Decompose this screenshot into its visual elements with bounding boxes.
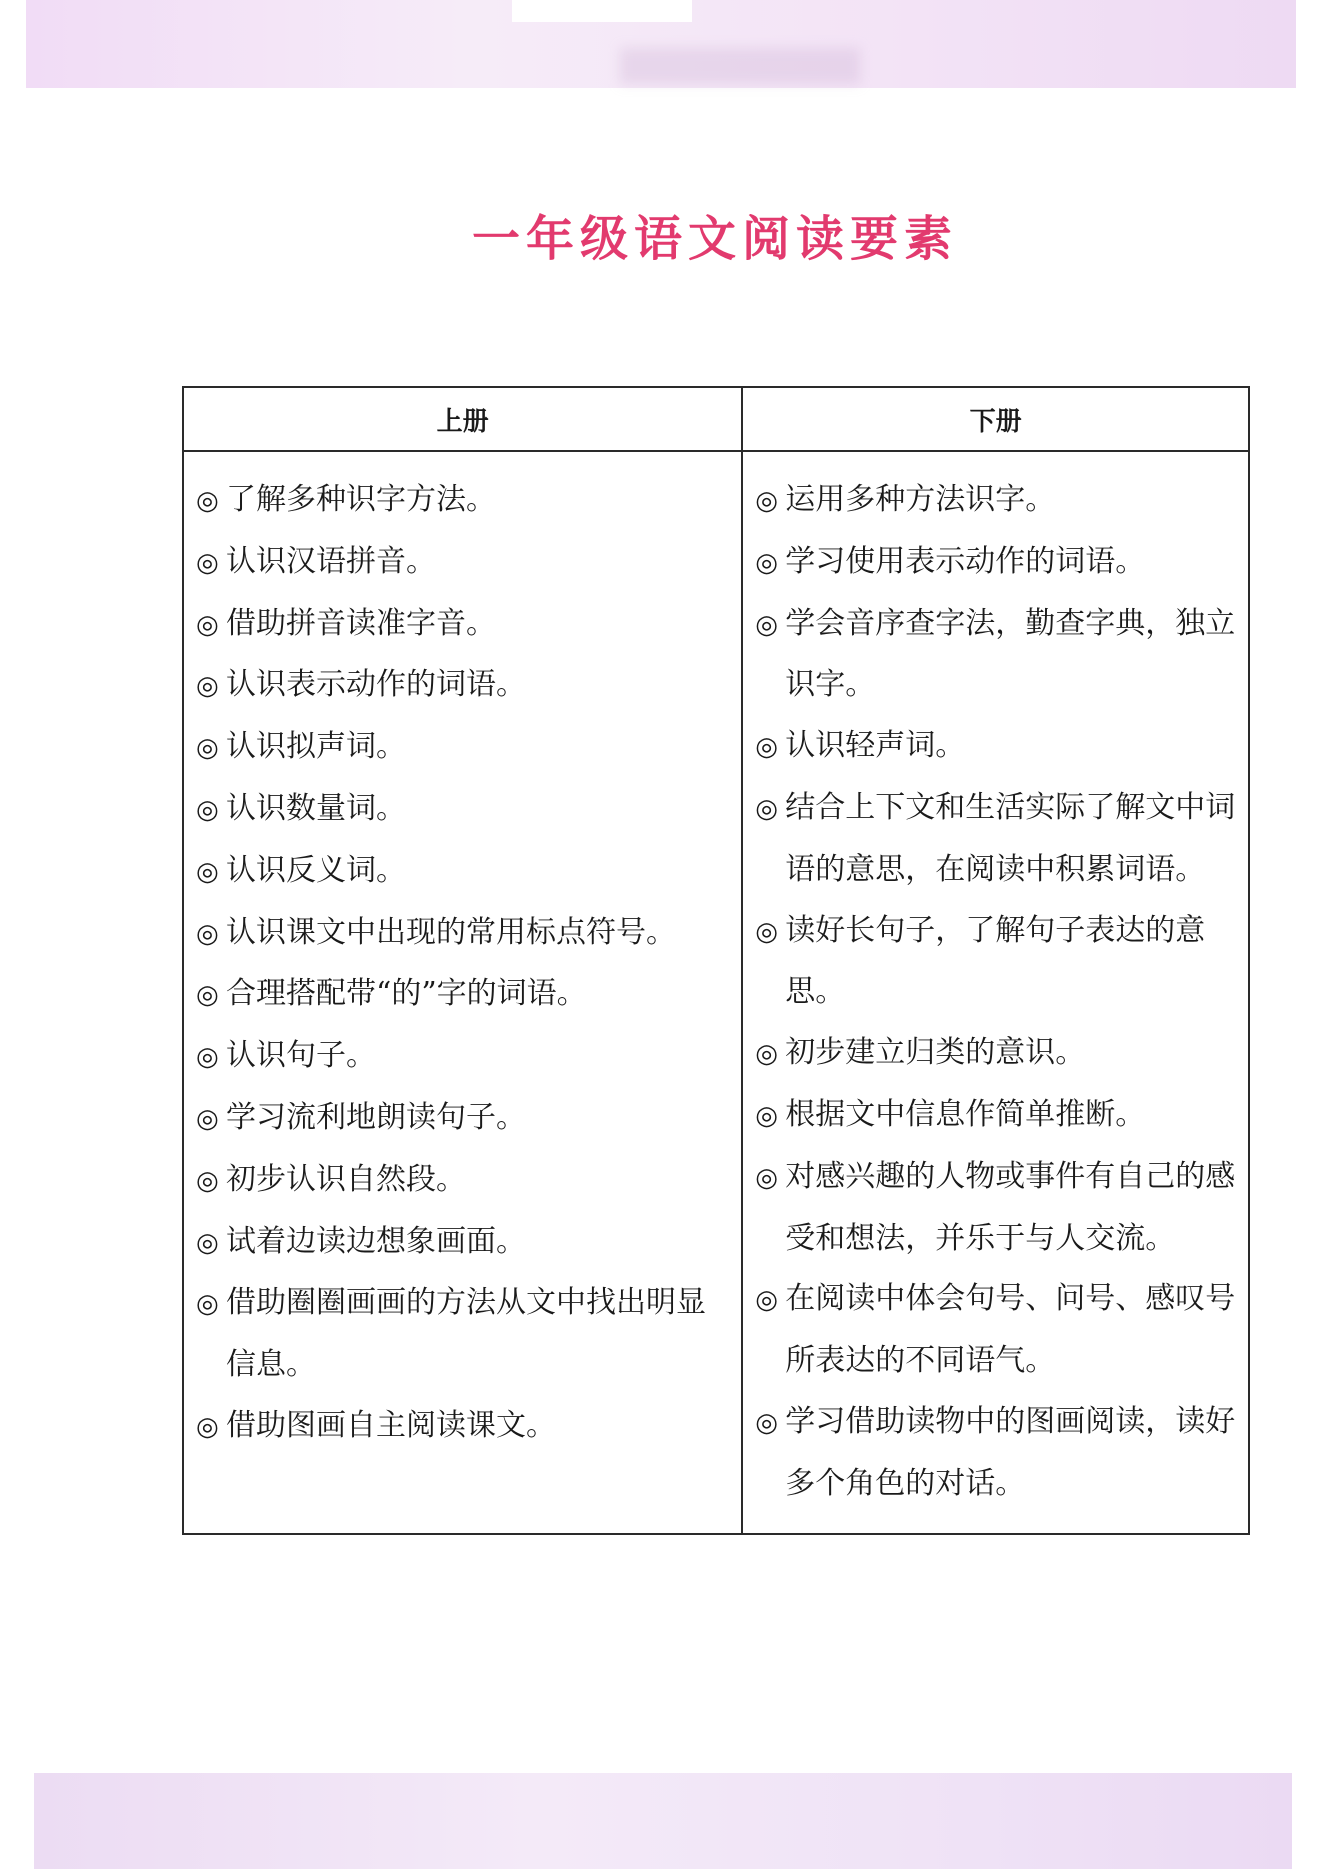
list-item: ◎ 读好长句子，了解句子表达的意思。 [755,901,1240,1024]
list-item: ◎ 结合上下文和生活实际了解文中词语的意思，在阅读中积累词语。 [755,778,1240,901]
list-item: ◎ 借助图画自主阅读课文。 [196,1396,733,1458]
list-item: ◎ 运用多种方法识字。 [755,470,1240,532]
list-item: ◎ 学习流利地朗读句子。 [196,1088,733,1150]
list-item: ◎ 借助圈圈画画的方法从文中找出明显信息。 [196,1273,733,1396]
list-item: ◎ 试着边读边想象画面。 [196,1212,733,1274]
list-item: ◎ 初步建立归类的意识。 [755,1023,1240,1085]
list-item: ◎ 认识句子。 [196,1026,733,1088]
list-item: ◎ 根据文中信息作简单推断。 [755,1085,1240,1147]
volume-1-cell [183,451,742,1534]
header-volume-2: 下册 [742,387,1249,451]
top-band-notch [512,0,692,22]
list-item: ◎ 对感兴趣的人物或事件有自己的感受和想法，并乐于与人交流。 [755,1147,1240,1270]
list-item: ◎ 学习借助读物中的图画阅读，读好多个角色的对话。 [755,1392,1240,1515]
list-item: ◎ 学习使用表示动作的词语。 [755,532,1240,594]
volume-2-list [755,470,1240,1515]
header-volume-1: 上册 [183,387,742,451]
volume-2-cell [742,451,1249,1534]
list-item: ◎ 认识课文中出现的常用标点符号。 [196,903,733,965]
list-item: ◎ 初步认识自然段。 [196,1150,733,1212]
table-header-row [183,387,1249,451]
table-body-row [183,451,1249,1534]
volume-1-list [196,470,733,1458]
reading-elements-table [182,386,1250,1535]
page-title: 一年级语文阅读要素 [471,211,958,267]
bottom-decorative-band [34,1773,1292,1869]
list-item: ◎ 认识轻声词。 [755,716,1240,778]
list-item: ◎ 借助拼音读准字音。 [196,594,733,656]
list-item: ◎ 学会音序查字法，勤查字典，独立识字。 [755,594,1240,717]
top-band-shadow [620,48,860,84]
list-item: ◎ 认识拟声词。 [196,717,733,779]
list-item: ◎ 了解多种识字方法。 [196,470,733,532]
list-item: ◎ 认识反义词。 [196,841,733,903]
list-item: ◎ 认识汉语拼音。 [196,532,733,594]
list-item: ◎ 认识表示动作的词语。 [196,655,733,717]
list-item: ◎ 在阅读中体会句号、问号、感叹号所表达的不同语气。 [755,1269,1240,1392]
list-item: ◎ 认识数量词。 [196,779,733,841]
list-item: ◎ 合理搭配带“的”字的词语。 [196,964,733,1026]
